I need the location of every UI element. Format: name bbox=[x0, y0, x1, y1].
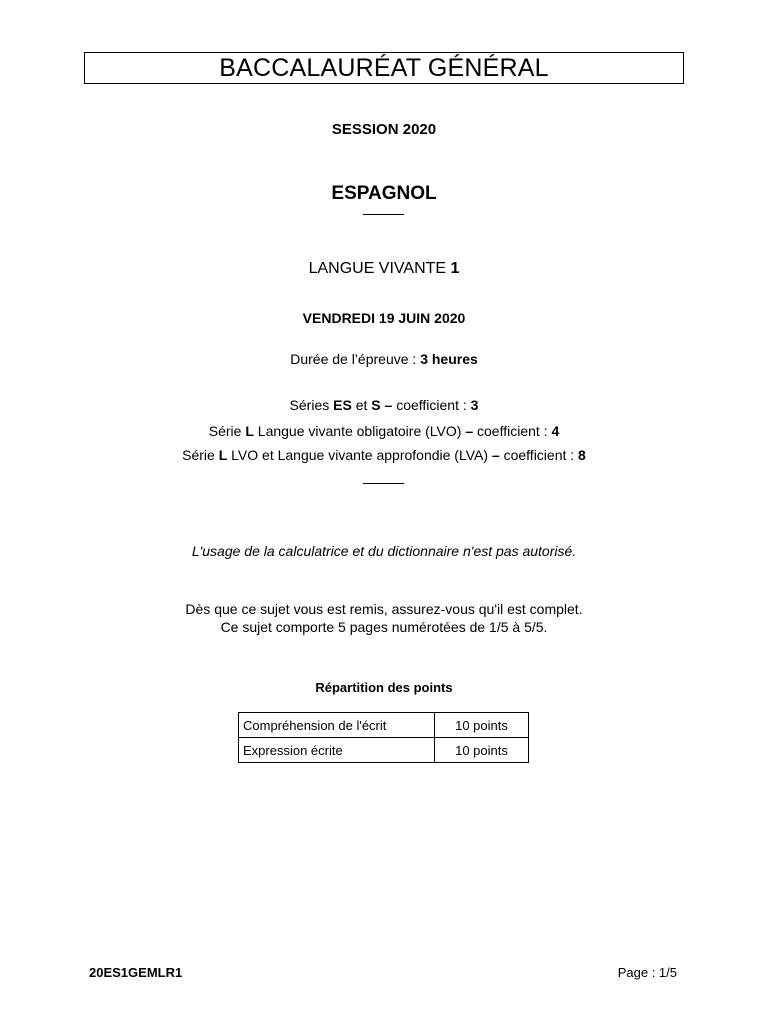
subject-title: ESPAGNOL bbox=[331, 183, 437, 204]
points-label: Compréhension de l'écrit bbox=[239, 713, 435, 738]
calculator-notice: L'usage de la calculatrice et du dictionnaire n'est pas autorisé. bbox=[191, 543, 577, 559]
table-row bbox=[239, 713, 529, 738]
coef-label: coefficient : bbox=[473, 423, 552, 439]
series-dash: – bbox=[380, 397, 393, 413]
series-s: S bbox=[371, 397, 381, 413]
completeness-notice: Dès que ce sujet vous est remis, assurez-vous qu'il est complet. bbox=[185, 601, 583, 617]
series-es-s bbox=[0, 397, 768, 413]
coef-value: 4 bbox=[551, 423, 560, 439]
exam-title: BACCALAURÉAT GÉNÉRAL bbox=[84, 52, 684, 84]
series-text: et bbox=[351, 397, 372, 413]
series-text: LVO et Langue vivante approfondie (LVA) bbox=[227, 447, 492, 463]
series-text: Séries bbox=[289, 397, 334, 413]
divider bbox=[363, 483, 404, 484]
series-text: Langue vivante obligatoire (LVO) bbox=[253, 423, 466, 439]
table-row bbox=[239, 738, 529, 763]
series-dash: – bbox=[491, 447, 500, 463]
session-label: SESSION 2020 bbox=[331, 121, 437, 138]
series-text: Série bbox=[208, 423, 246, 439]
series-l: L bbox=[218, 447, 228, 463]
series-l-lva bbox=[0, 447, 768, 463]
duration-value: 3 heures bbox=[420, 351, 478, 367]
coef-label: coefficient : bbox=[392, 397, 471, 413]
series-l-lvo bbox=[0, 423, 768, 439]
subject-code: 20ES1GEMLR1 bbox=[89, 965, 183, 980]
coef-value: 3 bbox=[470, 397, 479, 413]
points-table bbox=[238, 712, 529, 763]
series-text: Série bbox=[182, 447, 219, 463]
exam-date: VENDREDI 19 JUIN 2020 bbox=[302, 310, 466, 326]
points-label: Expression écrite bbox=[239, 738, 435, 763]
series-es: ES bbox=[333, 397, 352, 413]
langue-number: 1 bbox=[450, 260, 460, 277]
series-dash: – bbox=[465, 423, 474, 439]
points-heading: Répartition des points bbox=[315, 680, 453, 695]
points-value: 10 points bbox=[435, 738, 529, 763]
page-number: Page : 1/5 bbox=[617, 965, 677, 980]
langue-vivante bbox=[0, 260, 768, 278]
points-value: 10 points bbox=[435, 713, 529, 738]
coef-value: 8 bbox=[578, 447, 586, 463]
series-l: L bbox=[245, 423, 254, 439]
divider bbox=[363, 214, 404, 215]
duration-label: Durée de l’épreuve : bbox=[290, 351, 421, 367]
page-count-notice: Ce sujet comporte 5 pages numérotées de 1/5 à 5/5. bbox=[220, 619, 548, 635]
exam-duration bbox=[0, 351, 768, 367]
langue-label: LANGUE VIVANTE bbox=[308, 260, 451, 277]
coef-label: coefficient : bbox=[499, 447, 579, 463]
